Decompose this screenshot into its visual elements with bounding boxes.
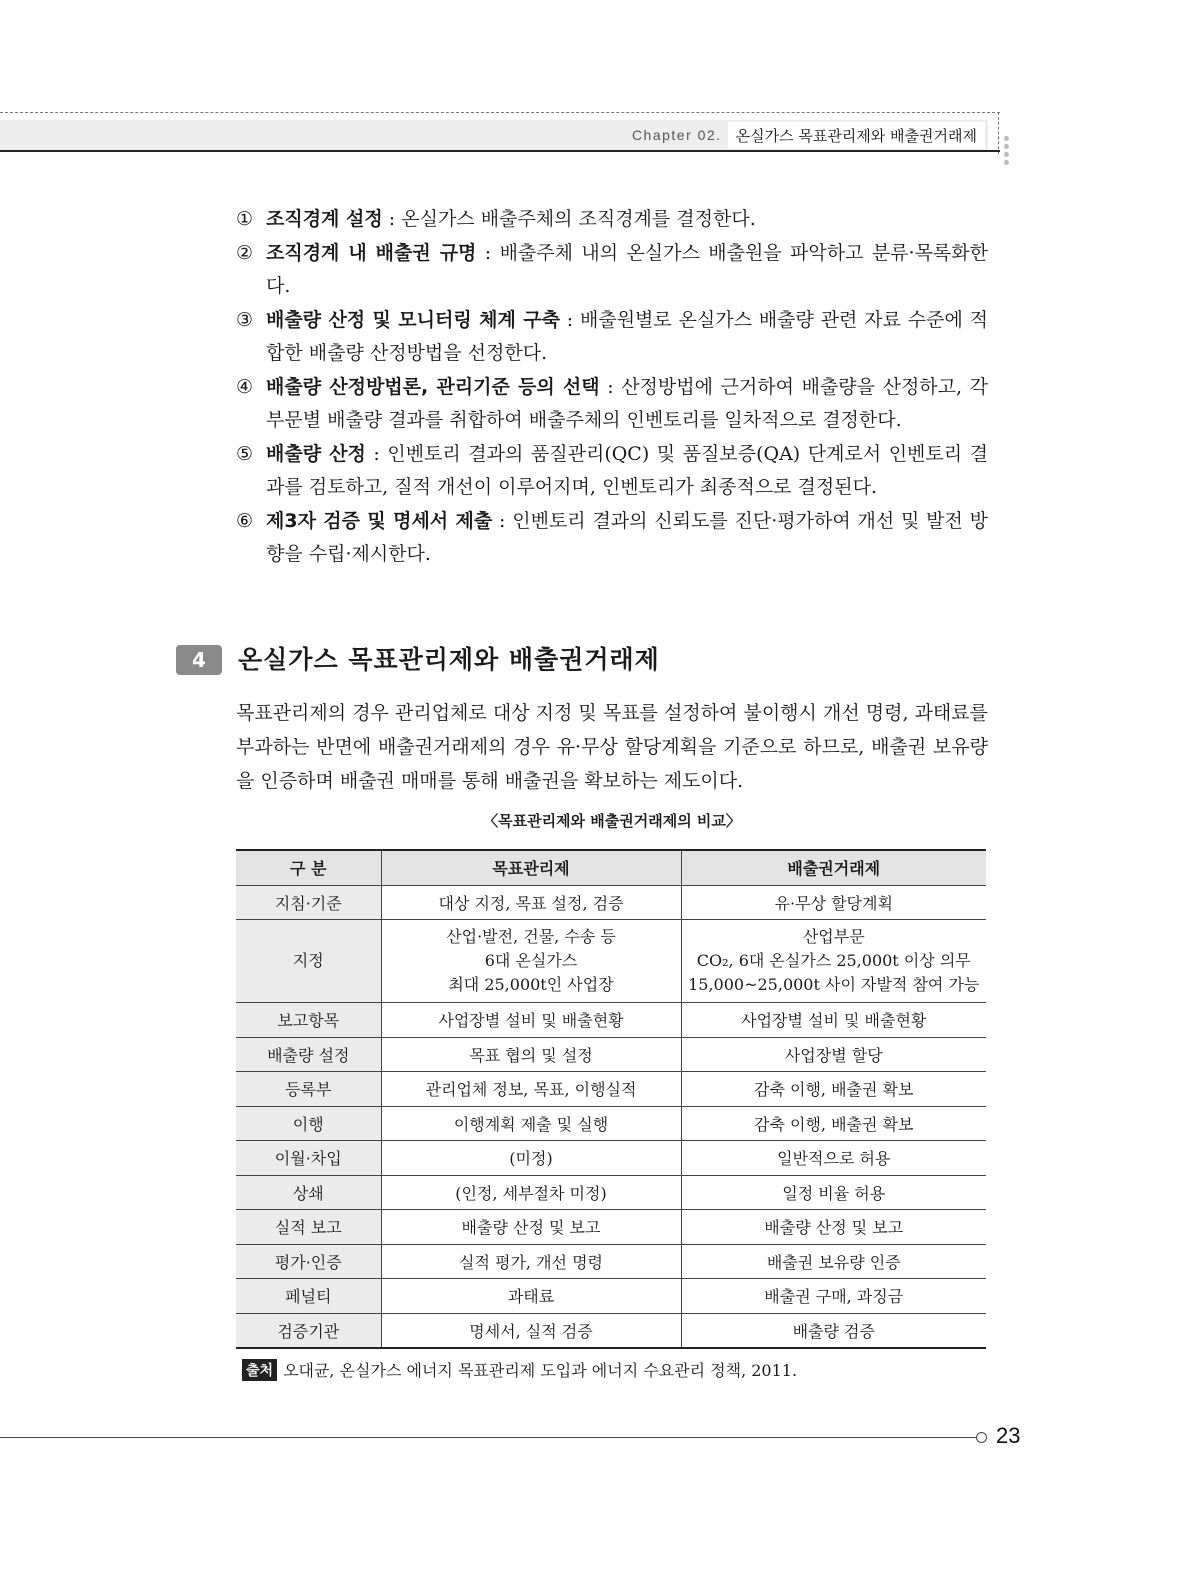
target-cell: 명세서, 실적 검증 bbox=[381, 1313, 681, 1348]
running-header bbox=[632, 121, 985, 149]
target-cell: 관리업체 정보, 목표, 이행실적 bbox=[381, 1072, 681, 1107]
section-paragraph: 목표관리제의 경우 관리업체로 대상 지정 및 목표를 설정하여 불이행시 개선 명령, 과태료를 부과하는 반면에 배출권거래제의 경우 유·무상 할당계획을 기준으로 하므로, 배출권 보유량을 인증하며 배출권 매매를 통해 배출권을 확보하는 제도이다. bbox=[236, 702, 988, 792]
footer-rule bbox=[0, 1437, 976, 1438]
header-dots-ornament bbox=[1004, 136, 1010, 165]
trading-cell bbox=[681, 920, 986, 1003]
step-keyword: 배출량 산정 bbox=[266, 442, 366, 465]
row-label: 이월·차입 bbox=[236, 1141, 381, 1176]
header-dashed-edge bbox=[998, 112, 999, 154]
cell-line: CO₂, 6대 온실가스 25,000t 이상 의무 bbox=[696, 951, 971, 970]
step-keyword: 조직경계 설정 bbox=[266, 208, 383, 230]
trading-cell: 사업장별 할당 bbox=[681, 1037, 986, 1072]
step-item bbox=[236, 438, 988, 505]
step-text: 배출주체 내의 온실가스 배출원을 파악하고 분류·목록화한다. bbox=[266, 241, 988, 297]
target-cell: 목표 협의 및 설정 bbox=[381, 1037, 681, 1072]
header-emissions-trading: 배출권거래제 bbox=[681, 850, 986, 885]
source-tag: 출처 bbox=[242, 1359, 277, 1381]
header-rule bbox=[0, 150, 1000, 152]
table-row bbox=[236, 1244, 986, 1279]
chapter-label: Chapter 02. bbox=[631, 127, 722, 143]
step-separator: : bbox=[599, 375, 622, 398]
step-item bbox=[236, 505, 988, 572]
step-item bbox=[236, 371, 988, 438]
step-keyword: 배출량 산정 및 모니터링 체계 구축 bbox=[266, 308, 560, 331]
step-keyword: 제3자 검증 및 명세서 제출 bbox=[266, 509, 493, 532]
step-separator: : bbox=[476, 241, 500, 264]
header-dashed-border bbox=[0, 112, 1000, 113]
trading-cell: 배출량 산정 및 보고 bbox=[681, 1210, 986, 1245]
row-label: 지정 bbox=[236, 920, 381, 1003]
cell-line: 산업부문 bbox=[802, 927, 865, 946]
cell-line: 6대 온실가스 bbox=[484, 951, 578, 970]
step-number: ④ bbox=[236, 375, 254, 398]
row-label: 보고항목 bbox=[236, 1003, 381, 1038]
target-cell: 대상 지정, 목표 설정, 검증 bbox=[381, 885, 681, 920]
trading-cell: 일정 비율 허용 bbox=[681, 1175, 986, 1210]
header-category: 구 분 bbox=[236, 850, 381, 885]
row-label: 평가·인증 bbox=[236, 1244, 381, 1279]
table-row bbox=[236, 1106, 986, 1141]
footer-circle-ornament bbox=[976, 1432, 987, 1443]
step-keyword: 조직경계 내 배출권 규명 bbox=[266, 241, 477, 264]
trading-cell: 배출권 보유량 인증 bbox=[681, 1244, 986, 1279]
step-number: ⑥ bbox=[236, 509, 254, 532]
trading-cell: 일반적으로 허용 bbox=[681, 1141, 986, 1176]
target-cell: 사업장별 설비 및 배출현황 bbox=[381, 1003, 681, 1038]
step-number: ② bbox=[236, 241, 254, 264]
chapter-title: 온실가스 목표관리제와 배출권거래제 bbox=[728, 122, 985, 149]
section-title: 온실가스 목표관리제와 배출권거래제 bbox=[238, 645, 660, 674]
header-target-management: 목표관리제 bbox=[381, 850, 681, 885]
table-row bbox=[236, 1210, 986, 1245]
step-item bbox=[236, 203, 988, 237]
row-label: 상쇄 bbox=[236, 1175, 381, 1210]
step-separator: : bbox=[559, 308, 580, 331]
table-row bbox=[236, 1037, 986, 1072]
target-cell bbox=[381, 920, 681, 1003]
step-text: 배출원별로 온실가스 배출량 관련 자료 수준에 적합한 배출량 산정방법을 선정한다. bbox=[266, 308, 988, 364]
trading-cell: 유·무상 할당계획 bbox=[681, 885, 986, 920]
step-item bbox=[236, 237, 988, 304]
table-row bbox=[236, 1175, 986, 1210]
table-row bbox=[236, 920, 986, 1003]
row-label: 이행 bbox=[236, 1106, 381, 1141]
cell-line: 산업·발전, 건물, 수송 등 bbox=[446, 927, 616, 946]
step-number: ① bbox=[236, 208, 254, 230]
table-row bbox=[236, 1279, 986, 1314]
source-note bbox=[242, 1358, 797, 1381]
step-list bbox=[236, 203, 988, 572]
step-separator: : bbox=[365, 442, 388, 465]
step-item bbox=[236, 304, 988, 371]
target-cell: 배출량 산정 및 보고 bbox=[381, 1210, 681, 1245]
table-header-row bbox=[236, 850, 986, 885]
trading-cell: 배출권 구매, 과징금 bbox=[681, 1279, 986, 1314]
cell-line: 최대 25,000t인 사업장 bbox=[448, 975, 614, 994]
table-row bbox=[236, 1072, 986, 1107]
trading-cell: 사업장별 설비 및 배출현황 bbox=[681, 1003, 986, 1038]
step-number: ③ bbox=[236, 308, 254, 331]
step-separator: : bbox=[382, 208, 402, 230]
target-cell: 이행계획 제출 및 실행 bbox=[381, 1106, 681, 1141]
row-label: 배출량 설정 bbox=[236, 1037, 381, 1072]
step-text: 인벤토리 결과의 품질관리(QC) 및 품질보증(QA) 단계로서 인벤토리 결과를 검토하고, 질적 개선이 이루어지며, 인벤토리가 최종적으로 결정된다. bbox=[266, 442, 988, 498]
row-label: 등록부 bbox=[236, 1072, 381, 1107]
step-number: ⑤ bbox=[236, 442, 254, 465]
table-row bbox=[236, 1141, 986, 1176]
step-text: 인벤토리 결과의 신뢰도를 진단·평가하여 개선 및 발전 방향을 수립·제시한다. bbox=[266, 509, 988, 565]
step-keyword: 배출량 산정방법론, 관리기준 등의 선택 bbox=[266, 375, 600, 398]
row-label: 지침·기준 bbox=[236, 885, 381, 920]
row-label: 검증기관 bbox=[236, 1313, 381, 1348]
table-row bbox=[236, 1003, 986, 1038]
table-row bbox=[236, 885, 986, 920]
trading-cell: 배출량 검증 bbox=[681, 1313, 986, 1348]
target-cell: (미정) bbox=[381, 1141, 681, 1176]
cell-line: 15,000~25,000t 사이 자발적 참여 가능 bbox=[688, 975, 980, 994]
step-separator: : bbox=[492, 509, 513, 532]
section-number-badge: 4 bbox=[176, 645, 222, 675]
comparison-table bbox=[236, 849, 986, 1349]
trading-cell: 감축 이행, 배출권 확보 bbox=[681, 1106, 986, 1141]
table-caption: 〈목표관리제와 배출권거래제의 비교〉 bbox=[483, 812, 741, 830]
target-cell: (인정, 세부절차 미정) bbox=[381, 1175, 681, 1210]
target-cell: 실적 평가, 개선 명령 bbox=[381, 1244, 681, 1279]
target-cell: 과태료 bbox=[381, 1279, 681, 1314]
row-label: 실적 보고 bbox=[236, 1210, 381, 1245]
page-number: 23 bbox=[996, 1423, 1021, 1448]
source-text: 오대균, 온실가스 에너지 목표관리제 도입과 에너지 수요관리 정책, 2011. bbox=[283, 1361, 798, 1380]
step-text: 온실가스 배출주체의 조직경계를 결정한다. bbox=[401, 208, 756, 230]
trading-cell: 감축 이행, 배출권 확보 bbox=[681, 1072, 986, 1107]
table-row bbox=[236, 1313, 986, 1348]
step-text: 산정방법에 근거하여 배출량을 산정하고, 각 부문별 배출량 결과를 취합하여 배출주체의 인벤토리를 일차적으로 결정한다. bbox=[266, 375, 989, 431]
row-label: 페널티 bbox=[236, 1279, 381, 1314]
